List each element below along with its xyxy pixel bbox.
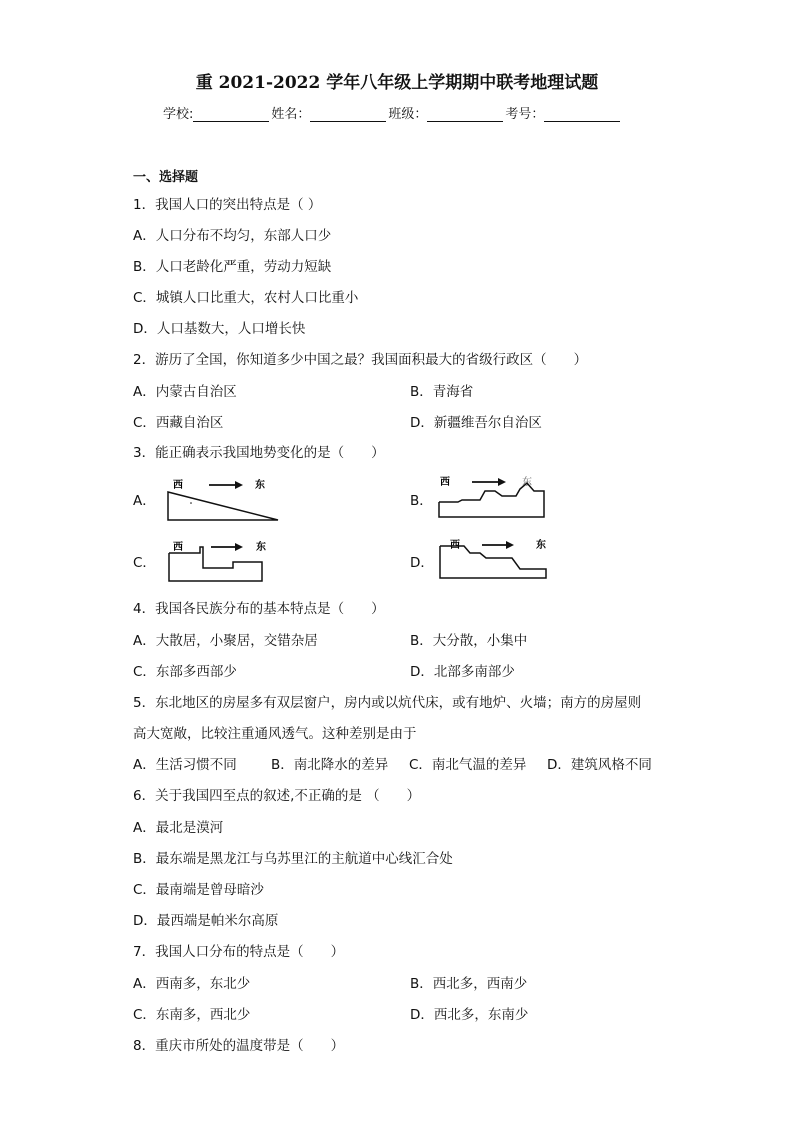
q3-option-c-label[interactable]: C．	[133, 555, 156, 571]
q1-option-d[interactable]: D．人口基数大，人口增长快	[133, 321, 306, 337]
q7-option-d[interactable]: D．西北多，东南少	[410, 1007, 529, 1023]
q6-option-c[interactable]: C．最南端是曾母暗沙	[133, 882, 264, 898]
q7-stem: 7．我国人口分布的特点是（ ）	[133, 944, 345, 960]
exam-title: 重 2021-2022 学年八年级上学期期中联考地理试题	[195, 73, 599, 93]
q4-option-b[interactable]: B．大分散，小集中	[410, 633, 528, 649]
school-blank[interactable]	[193, 107, 269, 122]
diagram-c-west-label: 西	[173, 542, 183, 553]
q6-option-b[interactable]: B．最东端是黑龙江与乌苏里江的主航道中心线汇合处	[133, 851, 453, 867]
q5-option-d[interactable]: D．建筑风格不同	[547, 757, 652, 773]
class-label: 班级：	[388, 107, 428, 122]
q2-option-a[interactable]: A．内蒙古自治区	[133, 384, 237, 400]
q1-option-c[interactable]: C．城镇人口比重大，农村人口比重小	[133, 290, 359, 306]
q5-option-a[interactable]: A．生活习惯不同	[133, 757, 237, 773]
diagram-b-terrain	[439, 483, 544, 517]
q5-option-c[interactable]: C．南北气温的差异	[409, 757, 527, 773]
q5-stem-line1: 5．东北地区的房屋多有双层窗户，房内或以炕代床，或有地炉、火墙；南方的房屋则	[133, 695, 642, 711]
diagram-d-east-label: 东	[536, 540, 546, 551]
q7-option-a[interactable]: A．西南多，东北少	[133, 976, 251, 992]
q1-stem: 1．我国人口的突出特点是（ ）	[133, 197, 322, 213]
diagram-a-east-label: 东	[255, 480, 265, 491]
exam-number-label: 考号：	[505, 107, 545, 122]
q3-stem: 3．能正确表示我国地势变化的是（ ）	[133, 445, 385, 461]
q6-option-d[interactable]: D．最西端是帕米尔高原	[133, 913, 279, 929]
q3-diagram-a[interactable]	[165, 476, 285, 524]
name-label: 姓名：	[271, 107, 311, 122]
diagram-c-east-label: 东	[256, 542, 266, 553]
diagram-b-west-label: 西	[440, 477, 450, 488]
q4-option-a[interactable]: A．大散居，小聚居，交错杂居	[133, 633, 318, 649]
student-info-row	[163, 103, 622, 122]
class-blank[interactable]	[427, 107, 503, 122]
q4-stem: 4．我国各民族分布的基本特点是（ ）	[133, 601, 385, 617]
q5-stem-line2: 高大宽敞，比较注重通风透气。这种差别是由于	[133, 726, 417, 742]
q2-option-c[interactable]: C．西藏自治区	[133, 415, 224, 431]
q3-diagram-c[interactable]	[165, 538, 270, 586]
exam-number-blank[interactable]	[544, 107, 620, 122]
q8-stem: 8．重庆市所处的温度带是（ ）	[133, 1038, 345, 1054]
q2-stem: 2．游历了全国，你知道多少中国之最？我国面积最大的省级行政区（ ）	[133, 352, 588, 368]
q2-option-d[interactable]: D．新疆维吾尔自治区	[410, 415, 542, 431]
q1-option-b[interactable]: B．人口老龄化严重，劳动力短缺	[133, 259, 332, 275]
q3-option-a-label[interactable]: A．	[133, 493, 156, 509]
diagram-b-east-label: 东	[522, 477, 532, 488]
name-blank[interactable]	[310, 107, 386, 122]
diagram-a-west-label: 西	[173, 480, 183, 491]
q2-option-b[interactable]: B．青海省	[410, 384, 474, 400]
q3-option-b-label[interactable]: B．	[410, 493, 433, 509]
q3-option-d-label[interactable]: D．	[410, 555, 434, 571]
q5-option-b[interactable]: B．南北降水的差异	[271, 757, 389, 773]
school-label: 学校:	[163, 107, 194, 122]
q7-option-c[interactable]: C．东南多，西北少	[133, 1007, 251, 1023]
q1-option-a[interactable]: A．人口分布不均匀，东部人口少	[133, 228, 332, 244]
q6-option-a[interactable]: A．最北是漠河	[133, 820, 224, 836]
q4-option-d[interactable]: D．北部多南部少	[410, 664, 515, 680]
q7-option-b[interactable]: B．西北多，西南少	[410, 976, 528, 992]
diagram-d-west-label: 西	[450, 540, 460, 551]
section-title: 一、选择题	[133, 170, 199, 185]
q4-option-c[interactable]: C．东部多西部少	[133, 664, 237, 680]
q3-diagram-d[interactable]	[436, 536, 551, 582]
q6-stem: 6．关于我国四至点的叙述,不正确的是 （ ）	[133, 788, 421, 804]
diagram-a-terrain	[168, 492, 278, 520]
q3-diagram-b[interactable]	[436, 474, 551, 520]
